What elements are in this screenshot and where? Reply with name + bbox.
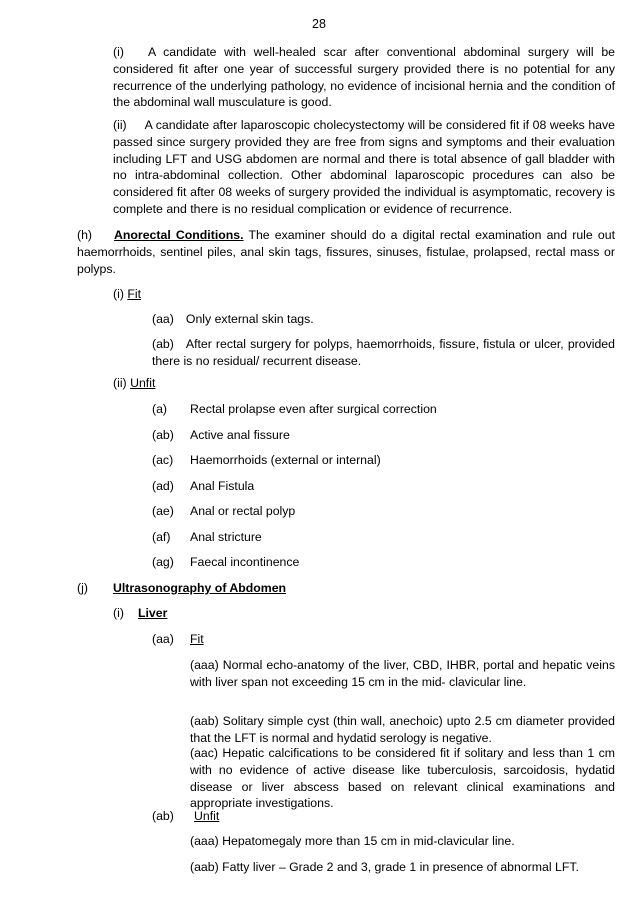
unfit-item-ac: (ac) Haemorrhoids (external or internal): [152, 453, 381, 467]
fit-prefix: (i): [113, 287, 128, 301]
fit-aa-label: (aa): [152, 312, 174, 326]
liver-fit-label: Fit: [190, 632, 204, 646]
unfit-item-ab: (ab) Active anal fissure: [152, 428, 290, 442]
label-h: (h): [77, 228, 93, 242]
liver-unfit-label: Unfit: [194, 809, 220, 823]
liver-fit-aab: (aab) Solitary simple cyst (thin wall, anechoic) upto 2.5 cm diameter provided that the LFT is normal and hydatid serology is negative.: [190, 714, 615, 745]
fit-label: Fit: [127, 287, 142, 301]
liver-label: (i): [113, 606, 124, 620]
label-j: (j): [77, 581, 88, 595]
unfit-item-a: (a) Rectal prolapse even after surgical correction: [152, 402, 437, 416]
fit-aa-text: Only external skin tags.: [185, 312, 314, 326]
heading-anorectal: Anorectal Conditions.: [114, 228, 244, 242]
unfit-item-ae: (ae) Anal or rectal polyp: [152, 504, 296, 518]
text-ii: A candidate after laparoscopic cholecystectomy will be considered fit if 08 weeks have passed since surgery provided they are free from signs and symptoms and their evaluation including LFT and USG abdomen are normal and there is total absence of gall bladder with no intra-abdominal collection. Other abdominal laparoscopic procedures can also be considered fit after 08 weeks of surgery provided the individual is asymptomatic, recovery is complete and there is no residual complication or evidence of recurrence.: [113, 118, 615, 216]
liver-unfit-aaa: (aaa) Hepatomegaly more than 15 cm in mid-clavicular line.: [190, 834, 515, 848]
heading-ultrasonography: Ultrasonography of Abdomen: [113, 581, 287, 595]
section-h: [77, 227, 615, 277]
liver-unfit-heading: (ab) Unfit: [152, 809, 220, 823]
fit-ab-text: After rectal surgery for polyps, haemorrhoids, fissure, fistula or ulcer, provided there is no residual/ recurrent disease.: [152, 337, 615, 368]
fit-ab: [152, 336, 615, 370]
label-i: (i): [113, 45, 124, 59]
paragraph-i: [113, 44, 615, 111]
liver-title: Liver: [138, 606, 168, 620]
text-i: A candidate with well-healed scar after conventional abdominal surgery will be considered fit after one year of successful surgery provided there is no potential for any recurrence of the underlying pathology, no evidence of incisional hernia and the condition of the abdominal wall musculature is good.: [113, 45, 615, 110]
unfit-item-af: (af) Anal stricture: [152, 530, 262, 544]
page-number: 28: [312, 17, 326, 31]
unfit-item-ag: (ag) Faecal incontinence: [152, 555, 300, 569]
liver-heading: [113, 605, 167, 622]
fit-aa: [152, 311, 314, 328]
unfit-heading: [113, 375, 155, 392]
unfit-item-ad: (ad) Anal Fistula: [152, 479, 255, 493]
section-j: [77, 580, 286, 597]
liver-fit-aac: (aac) Hepatic calcifications to be considered fit if solitary and less than 1 cm with no evidence of active disease like tuberculosis, sarcoidosis, hydatid disease or liver abscess based on relevant clinical examinations and appropriate investigations.: [190, 746, 615, 811]
liver-fit-aaa: (aaa) Normal echo-anatomy of the liver, CBD, IHBR, portal and hepatic veins with liver span not exceeding 15 cm in the mid- clavicular line.: [190, 658, 615, 689]
fit-heading: [113, 286, 141, 303]
label-ii: (ii): [113, 118, 127, 132]
paragraph-ii: [113, 117, 615, 218]
unfit-label: Unfit: [130, 376, 156, 390]
text-h: The examiner should do a digital rectal examination and rule out haemorrhoids, sentinel piles, anal skin tags, fissures, sinuses, fistulae, prolapsed, rectal mass or polyps.: [77, 228, 615, 276]
unfit-prefix: (ii): [113, 376, 131, 390]
liver-fit-heading: (aa) Fit: [152, 632, 204, 646]
fit-ab-label: (ab): [152, 337, 174, 351]
liver-unfit-aab: (aab) Fatty liver – Grade 2 and 3, grade 1 in presence of abnormal LFT.: [190, 860, 579, 874]
